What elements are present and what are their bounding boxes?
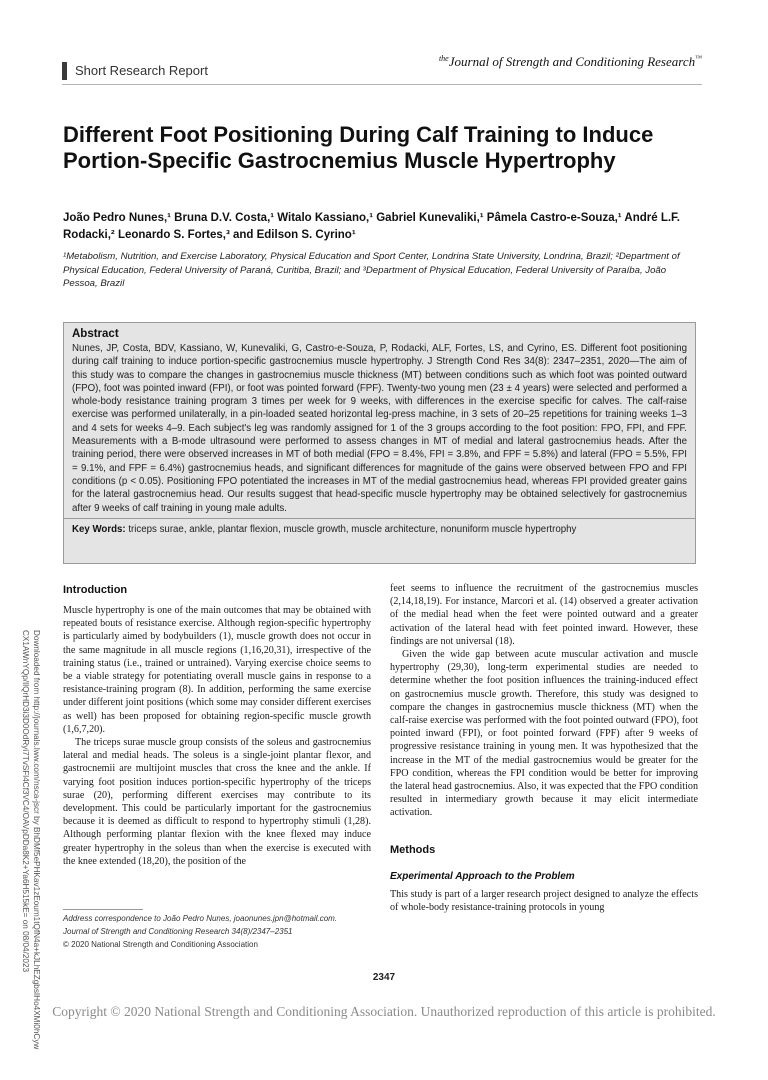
methods-subheading: Experimental Approach to the Problem	[390, 870, 575, 882]
section-label: Short Research Report	[62, 62, 208, 80]
methods-paragraph-1: This study is part of a larger research project designed to analyze the effects of whole-body resistance-training protocols in young	[390, 888, 698, 913]
correspondence-note: Address correspondence to João Pedro Nunes, joaonunes.jpn@hotmail.com.	[63, 914, 338, 923]
article-authors: João Pedro Nunes,¹ Bruna D.V. Costa,¹ Witalo Kassiano,¹ Gabriel Kunevaliki,¹ Pâmela Castro-e-Souza,¹ André L.F. Rodacki,² Leonardo S. Fortes,³ and Edilson S. Cyrino¹	[63, 212, 680, 241]
body-right-column	[390, 582, 698, 914]
journal-logo-superscript: the	[438, 54, 449, 63]
copyright-note: © 2020 National Strength and Conditioning Association	[63, 940, 258, 949]
abstract-text: Nunes, JP, Costa, BDV, Kassiano, W, Kunevaliki, G, Castro-e-Souza, P, Rodacki, ALF, Fortes, LS, and Cyrino, ES. Different foot positioning during calf training to induce portion-specific gastrocnemius muscle hypertrophy. J Strength Cond Res 34(8): 2347–2351, 2020—The aim of this study was to compare the changes in gastrocnemius muscle thickness (MT) between conditions such as which foot was pointed outward (FPO), foot was pointed inward (FPI), or foot was pointed forward (FPF). Twenty-two young men (23 ± 4 years) were selected and performed a whole-body resistance training program 3 times per week for 9 weeks, with differences in the exercise specific for calves. The calf-raise exercise was performed unilaterally, in a pin-loaded seated horizontal leg-press machine, in 3 sets of 20–25 repetitions for training weeks 1–3 and 4 sets for weeks 4–9. Each subject's leg was randomly assigned for 1 of the 3 groups according to the foot position: FPO, FPI, and FPF. Measurements with a B-mode ultrasound were performed to assess changes in MT of medial and lateral gastrocnemius heads. After the training period, there were observed increases in MT of both medial (FPO = 8.4%, FPI = 3.8%, and FPF = 5.8%) and lateral (FPO = 5.5%, FPI = 9.1%, and FPF = 6.4%) gastrocnemius heads, and significant differences for magnitude of the gains were observed between FPO and FPI conditions (p < 0.05). Positioning FPO potentiated the increases in MT of the medial gastrocnemius head, whereas FPI provided greater gains for the lateral gastrocnemius head. Our results suggest that head-specific muscle hypertrophy may be obtained selectively for gastrocnemius after 9 weeks of calf training in young male adults.	[72, 343, 687, 514]
keywords-label: Key Words:	[72, 523, 126, 535]
abstract-box	[63, 322, 696, 564]
download-note: Downloaded from http://journals.lww.com/nsca-jscr by BhDMf5ePHKav1zEoum1tQfN4a+kJLhEZgbsIHo4XMi0hCyw CX1AWnYQp/IlQrHD3i3D0OdRyi7TvSFl4Cf3VC4/OAVpDDa8K2+Ya6H515kE= on 08/04/2023	[21, 630, 41, 1050]
keywords	[72, 523, 687, 536]
header-rule	[62, 84, 702, 85]
right-paragraph-1: feet seems to influence the recruitment of the gastrocnemius muscles (2,14,18,19). For instance, Marcori et al. (14) observed a greater activation of the medial head when the feet were pointed outward and a greater activation of the lateral head with feet pointed inward. However, these findings are not universal (18).	[390, 583, 698, 647]
page-header	[62, 54, 702, 82]
abstract-divider	[64, 518, 695, 519]
keywords-list: triceps surae, ankle, plantar flexion, muscle growth, muscle architecture, nonuniform muscle hypertrophy	[128, 523, 577, 535]
footnote-rule	[63, 909, 143, 910]
journal-logo	[439, 54, 702, 70]
article-affiliations: ¹Metabolism, Nutrition, and Exercise Laboratory, Physical Education and Sport Center, Londrina State University, Londrina, Brazil; ²Department of Physical Education, Federal University of Paraná, Curitiba, Brazil; and ³Department of Physical Education, Federal University of Paraíba, João Pessoa, Brazil	[63, 251, 680, 289]
citation-note: Journal of Strength and Conditioning Research 34(8)/2347–2351	[63, 927, 293, 936]
methods-heading: Methods	[390, 843, 436, 856]
article-title: Different Foot Positioning During Calf Training to Induce Portion-Specific Gastrocnemius Muscle Hypertrophy	[63, 122, 654, 173]
abstract-heading: Abstract	[72, 328, 119, 340]
introduction-heading: Introduction	[63, 584, 128, 596]
intro-paragraph-2: The triceps surae muscle group consists of the soleus and gastrocnemius lateral and medial heads. The soleus is a single-joint plantar flexor, and gastrocnemii are multijoint muscles that cross the knee and the ankle. If varying foot position induces portion-specific hypertrophy of the triceps surae (20), performing different exercises may contribute to its development. This could be particularly important for the gastrocnemius because it is deemed as difficult to respond to hypertrophy stimuli (1,28). Although performing plantar flexion with the knee flexed may induce greater hypertrophy in the soleus than when the exercise is executed with the knee extended (18,20), the position of the	[63, 737, 371, 867]
footnotes	[63, 912, 383, 951]
journal-logo-name: Journal of Strength and Conditioning Research	[448, 54, 696, 69]
journal-logo-tm: ™	[695, 54, 702, 62]
page-number: 2347	[372, 972, 396, 983]
body-left-column	[63, 582, 371, 868]
right-paragraph-2: Given the wide gap between acute muscular activation and muscle hypertrophy (29,30), long-term experimental studies are needed to determine whether the foot position influences the training-induced effect on gastrocnemius muscle growth. Therefore, this study was designed to compare the changes in gastrocnemius muscle thickness (MT) when the calf-raise exercise was performed with the foot pointed outward (FPO), foot pointed inward (FPI), or foot pointed forward (FPF) after 9 weeks of progressive resistance training in young men. It was hypothesized that the increase in the MT of the medial gastrocnemius would be greater for the FPO condition, whereas the FPI condition would be better for improving the lateral head gastrocnemius. Also, it was expected that the FPO condition resulted in intermediary growth because it may elicit intermediate activation.	[390, 649, 698, 819]
intro-paragraph-1: Muscle hypertrophy is one of the main outcomes that may be obtained with repeated bouts of resistance exercise. Although region-specific hypertrophy is particularly aimed by bodybuilders (1), muscle growth does not occur in the same magnitude in all muscle regions (1,16,20,31), irrespective of the training status (i.e., trained or untrained). Varying exercise choice seems to be a viable strategy for potentiating overall muscle gains in response to a resistance-training program (8). In addition, performing the same exercise under different joint positions (which some may consider different exercises as well) has been proposed for obtaining region-specific muscle growth (1,6,7,20).	[63, 605, 371, 735]
copyright-notice: Copyright © 2020 National Strength and Conditioning Association. Unauthorized reproduction of this article is prohibited.	[52, 1004, 716, 1019]
